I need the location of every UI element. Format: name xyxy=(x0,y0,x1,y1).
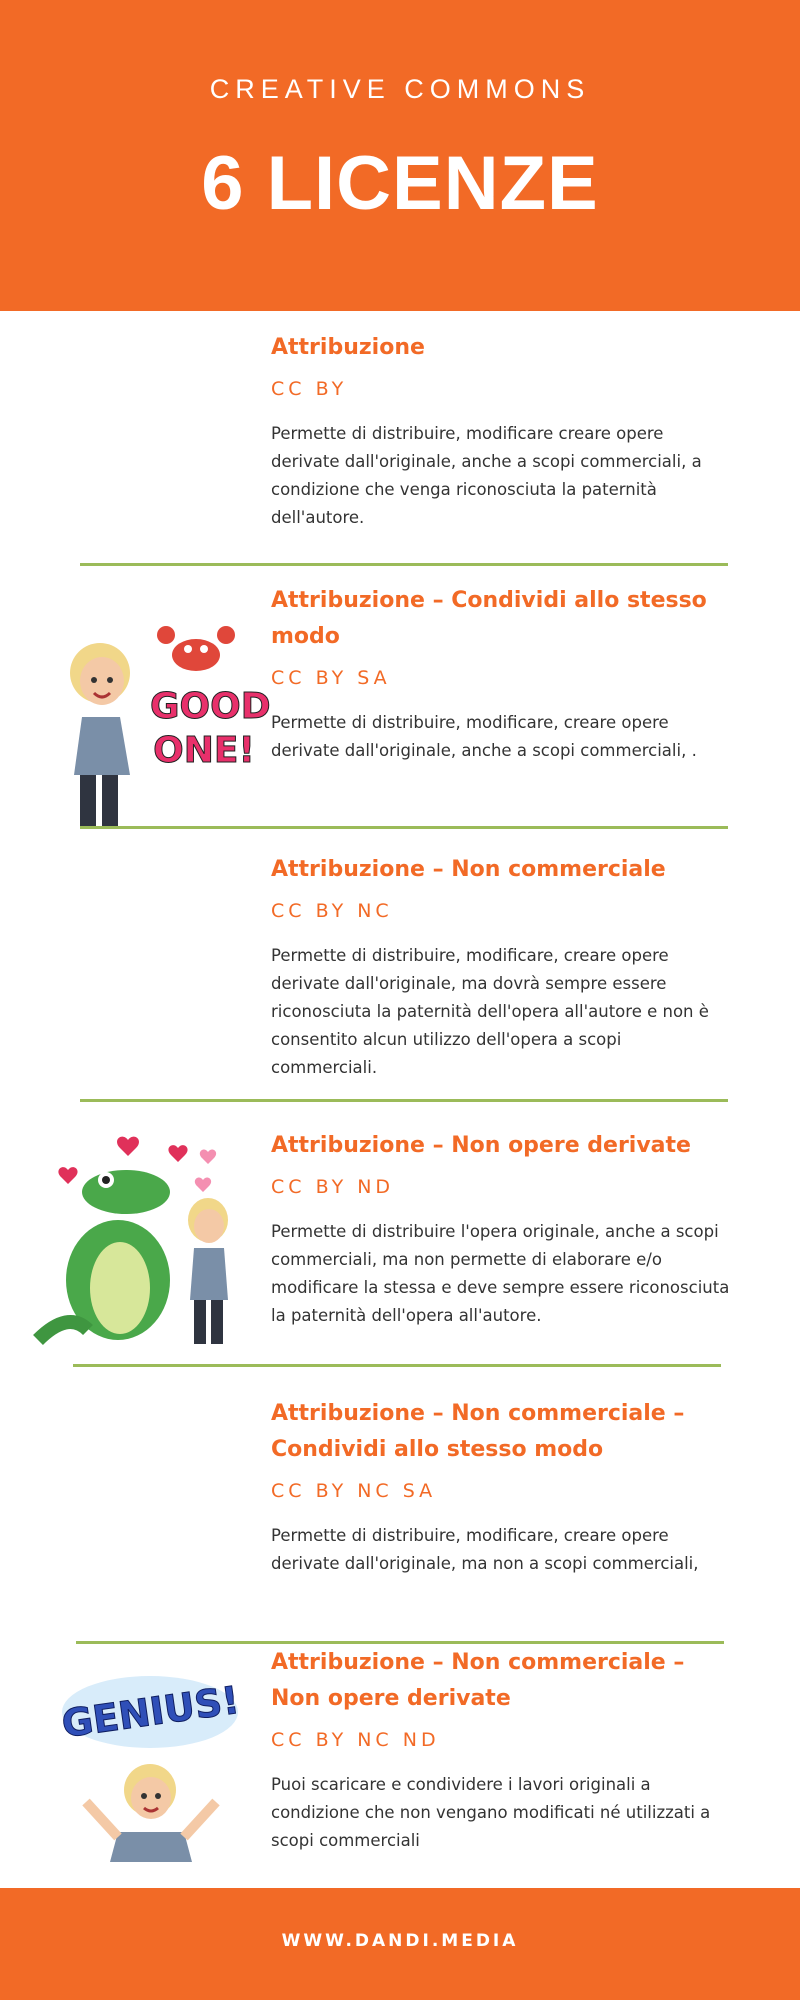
section-divider xyxy=(80,563,728,566)
license-name: Attribuzione – Condividi allo stesso modo xyxy=(271,588,707,649)
license-description: Permette di distribuire, modificare, creare opere derivate dall'originale, ma non a scopi commerciali, xyxy=(271,1526,699,1573)
license-cc-by-nc xyxy=(271,852,731,1082)
section-divider xyxy=(76,1641,724,1644)
crocodile-sticker xyxy=(28,1130,253,1355)
license-code: CC BY NC SA xyxy=(271,1480,437,1502)
genius-text: GENIUS! xyxy=(58,1677,243,1747)
section-divider xyxy=(80,826,728,829)
good-one-sticker xyxy=(58,625,271,830)
license-cc-by-sa xyxy=(271,583,731,765)
genius-sticker xyxy=(58,1672,243,1862)
license-description: Permette di distribuire, modificare creare opere derivate dall'originale, anche a scopi commerciali, a condizione che venga riconosciuta la paternità dell'autore. xyxy=(271,424,702,527)
website-link[interactable]: WWW.DANDI.MEDIA xyxy=(281,1931,519,1951)
license-cc-by-nd xyxy=(271,1128,731,1330)
footer-banner xyxy=(0,1888,800,2000)
license-code: CC BY NC xyxy=(271,900,393,922)
license-description: Permette di distribuire, modificare, creare opere derivate dall'originale, anche a scopi commerciali, . xyxy=(271,713,697,760)
section-divider xyxy=(80,1099,728,1102)
license-code: CC BY xyxy=(271,378,348,400)
license-code: CC BY SA xyxy=(271,667,391,689)
license-code: CC BY ND xyxy=(271,1176,395,1198)
license-code: CC BY NC ND xyxy=(271,1729,440,1751)
license-name: Attribuzione – Non commerciale – Non opere derivate xyxy=(271,1650,685,1711)
page-title: 6 LICENZE xyxy=(201,141,599,226)
license-cc-by-nc-sa xyxy=(271,1396,731,1578)
license-name: Attribuzione – Non commerciale xyxy=(271,857,666,882)
license-description: Permette di distribuire, modificare, creare opere derivate dall'originale, ma dovrà sempre essere riconosciuta la paternità dell'opera all'autore e non è consentito alcun utilizzo dell'opera a scopi commerciali. xyxy=(271,946,709,1077)
crocodile-illustration xyxy=(28,1130,253,1355)
license-name: Attribuzione – Non commerciale – Condividi allo stesso modo xyxy=(271,1401,685,1462)
license-name: Attribuzione xyxy=(271,335,425,360)
license-description: Puoi scaricare e condividere i lavori originali a condizione che non vengano modificati né utilizzati a scopi commerciali xyxy=(271,1775,711,1850)
good-one-text: GOOD ONE! xyxy=(150,686,271,771)
header-banner xyxy=(0,0,800,311)
license-cc-by-nc-nd xyxy=(271,1645,731,1855)
license-description: Permette di distribuire l'opera originale, anche a scopi commerciali, ma non permette di elaborare e/o modificare la stessa e deve sempre essere riconosciuta la paternità dell'opera all'autore. xyxy=(271,1222,730,1325)
license-name: Attribuzione – Non opere derivate xyxy=(271,1133,691,1158)
section-divider xyxy=(73,1364,721,1367)
license-cc-by xyxy=(271,330,731,532)
header-kicker: CREATIVE COMMONS xyxy=(209,74,591,104)
